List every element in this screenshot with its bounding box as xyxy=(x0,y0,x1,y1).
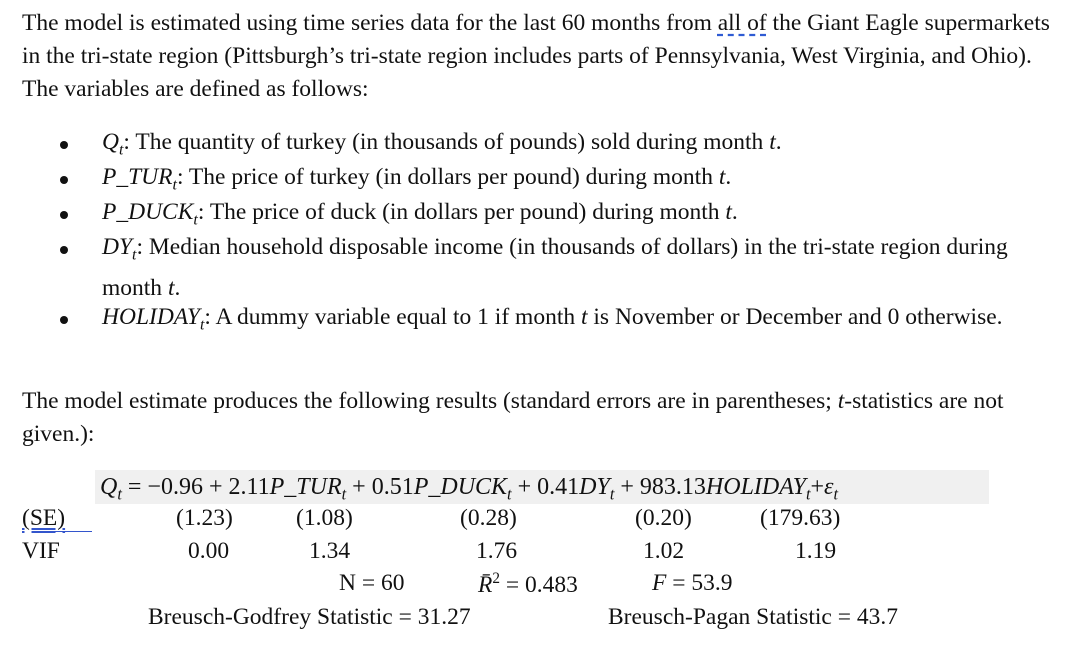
equation-subscript: t xyxy=(609,484,615,504)
bullet-icon xyxy=(60,141,68,149)
bullet-icon xyxy=(60,246,68,254)
equation-coef-dy: + 0.41 xyxy=(511,474,580,500)
bullet-icon xyxy=(60,211,68,219)
vif-value: 1.02 xyxy=(643,538,685,564)
vif-row-label: VIF xyxy=(22,538,60,564)
variable-description: : Median household disposable income (in thousands of dollars) in the tri-state region during month xyxy=(102,234,1008,301)
variable-symbol: HOLIDAY xyxy=(102,304,200,330)
se-underline xyxy=(50,531,92,532)
equation-term-dy: DY xyxy=(579,474,610,500)
f-value: = 53.9 xyxy=(666,570,733,596)
variable-symbol: DY xyxy=(102,234,133,260)
equation-intercept: = −0.96 + 2.11 xyxy=(121,474,270,500)
variable-end: . xyxy=(725,164,732,190)
variable-subscript: t xyxy=(118,141,124,159)
vif-value: 1.19 xyxy=(795,538,837,564)
equation-lhs: Q xyxy=(100,474,118,500)
breusch-pagan-statistic: Breusch-Pagan Statistic = 43.7 xyxy=(608,604,898,630)
intro-paragraph xyxy=(22,7,1067,106)
equation-subscript: t xyxy=(507,484,512,504)
vif-value: 0.00 xyxy=(188,538,230,564)
results-intro-text-1: The model estimate produces the following results (standard errors are in parentheses; xyxy=(22,388,838,414)
r2-superscript: 2 xyxy=(492,570,500,587)
equation-coef-holiday: + 983.13 xyxy=(614,474,706,500)
equation-term-p-duck: P_DUCK xyxy=(413,474,508,500)
r2-symbol: R̄ xyxy=(478,571,493,598)
se-value: (0.20) xyxy=(635,505,692,531)
variable-month-symbol: t xyxy=(167,274,175,301)
equation-subscript: t xyxy=(117,484,122,504)
variable-description: : The price of turkey (in dollars per pound) during month xyxy=(176,164,719,190)
adjusted-r-squared xyxy=(478,570,578,599)
variable-month-symbol: t xyxy=(580,304,588,330)
variable-description: : The quantity of turkey (in thousands of pounds) sold during month xyxy=(123,129,770,155)
equation-subscript: t xyxy=(341,484,347,504)
equation-term-holiday: HOLIDAY xyxy=(705,474,806,500)
variable-month-symbol: t xyxy=(718,164,726,190)
variable-end: . xyxy=(174,274,181,301)
variable-symbol: Q xyxy=(102,129,119,155)
vif-value: 1.34 xyxy=(309,538,351,564)
se-value: (1.23) xyxy=(176,505,233,531)
f-statistic xyxy=(652,570,733,597)
intro-text-2: the Giant Eagle supermarkets in the tri-state region (Pittsburgh’s tri-state region includes parts of Pennsylvania, West Virginia, and Ohio). The variables are defined as follows: xyxy=(22,10,1050,102)
breusch-godfrey-statistic: Breusch-Godfrey Statistic = 31.27 xyxy=(148,604,471,630)
equation-error-term: ε xyxy=(824,474,834,500)
vif-value: 1.76 xyxy=(476,538,518,564)
variable-subscript: t xyxy=(193,211,198,229)
equation-subscript: t xyxy=(805,484,811,504)
variable-end: is November or December and 0 otherwise. xyxy=(587,304,1003,330)
f-symbol: F xyxy=(652,570,667,596)
variable-symbol: P_TUR xyxy=(102,164,173,190)
intro-underlined-text: all of xyxy=(717,10,767,36)
sample-size: N = 60 xyxy=(339,570,405,596)
se-row-label: (SE) xyxy=(22,505,66,531)
variable-item-holiday xyxy=(102,301,1067,342)
variable-item-dy xyxy=(102,231,1067,304)
se-value: (1.08) xyxy=(296,505,353,531)
bullet-icon xyxy=(60,176,68,184)
intro-text-1: The model is estimated using time series data for the last 60 months from xyxy=(22,10,718,36)
results-intro-t-symbol: t xyxy=(837,388,845,414)
variable-subscript: t xyxy=(199,316,205,334)
variable-description: : A dummy variable equal to 1 if month xyxy=(204,304,581,330)
equation-plus: + xyxy=(810,474,825,500)
bullet-icon xyxy=(60,316,68,324)
variable-symbol: P_DUCK xyxy=(102,199,194,225)
variable-month-symbol: t xyxy=(725,199,732,225)
se-value: (179.63) xyxy=(760,505,841,531)
equation-term-p-tur: P_TUR xyxy=(269,474,342,500)
variable-description: : The price of duck (in dollars per pound) during month xyxy=(197,199,726,225)
variable-end: . xyxy=(731,199,738,225)
equation-coef-p-duck: + 0.51 xyxy=(346,474,414,500)
variable-end: . xyxy=(775,129,782,155)
equation-subscript: t xyxy=(833,484,839,504)
se-value: (0.28) xyxy=(460,505,517,531)
r2-value: = 0.483 xyxy=(500,571,578,598)
variable-subscript: t xyxy=(172,176,177,194)
results-intro-text-2: -statistics are not given.): xyxy=(22,388,1004,447)
variable-month-symbol: t xyxy=(769,129,776,155)
variable-subscript: t xyxy=(132,246,137,264)
results-intro-paragraph xyxy=(22,385,1067,451)
